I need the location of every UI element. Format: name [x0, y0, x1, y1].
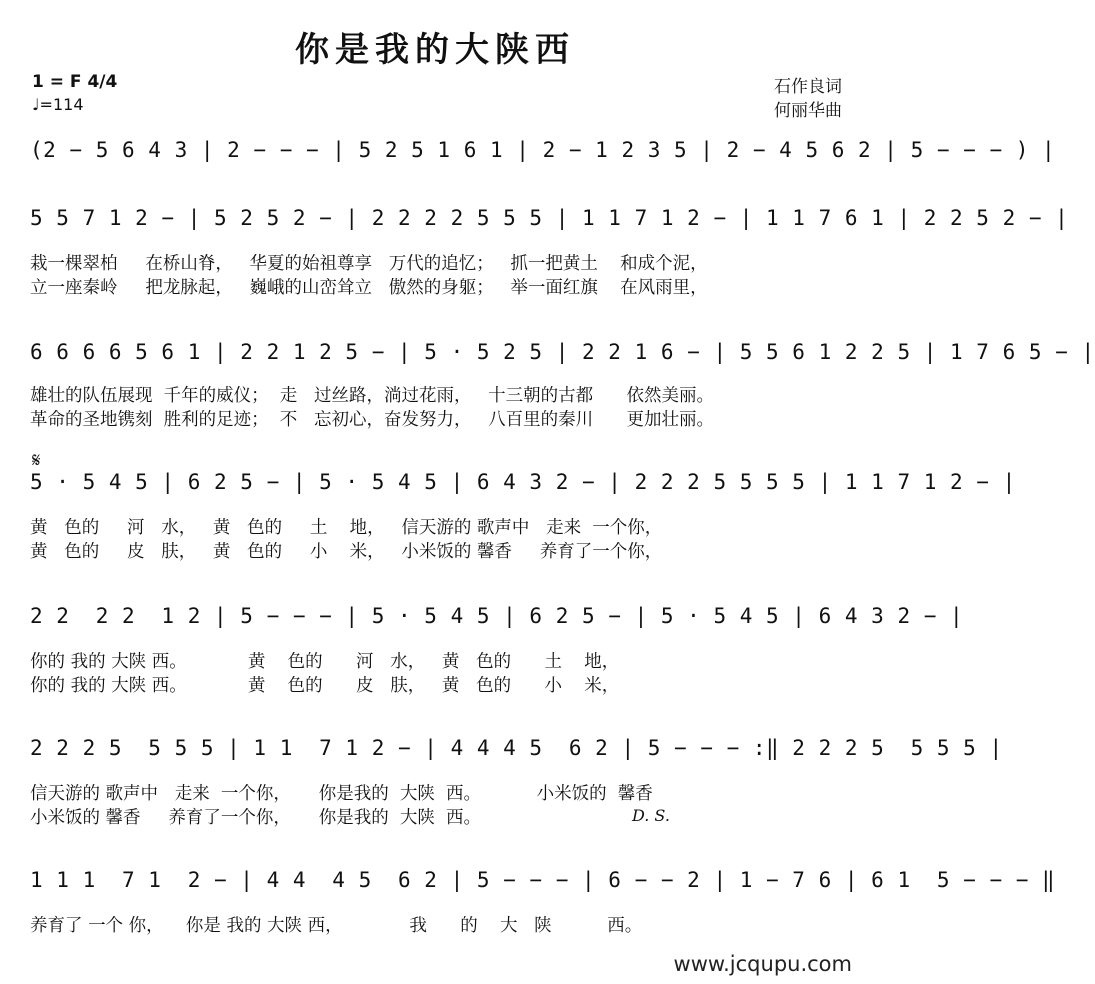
tempo-marking: ♩=114 — [32, 95, 84, 114]
lyric-line: 栽一棵翠柏 在桥山脊， 华夏的始祖尊享 万代的追忆； 抓一把黄土 和成个泥， — [30, 254, 708, 274]
notation-line: 2 2 2 2 1 2 | 5 − − − | 5 · 5 4 5 | 6 2 5 − | 5 · 5 4 5 | 6 4 3 2 − | — [30, 604, 964, 628]
notation-line: 2 2 2 5 5 5 5 | 1 1 7 1 2 − | 4 4 4 5 6 2 | 5 − − − :‖ 2 2 2 5 5 5 5 | — [30, 736, 1003, 760]
lyric-line: 养育了 一个 你， 你是 我的 大陕 西， 我 的 大 陕 西。 — [30, 916, 643, 936]
segno-sign: 𝄋 — [32, 448, 41, 472]
lyricist-credit: 石作良词 — [774, 77, 842, 97]
key-signature: 1 = F 4/4 — [32, 72, 118, 92]
lyric-line: 立一座秦岭 把龙脉起， 巍峨的山峦耸立 傲然的身躯； 举一面红旗 在风雨里， — [30, 278, 708, 298]
composer-credit: 何丽华曲 — [774, 101, 842, 121]
notation-line: 1 1 1 7 1 2 − | 4 4 4 5 6 2 | 5 − − − | 6 − − 2 | 1 − 7 6 | 6 1 5 − − − ‖ — [30, 868, 1056, 892]
notation-line: 6 6 6 6 5 6 1 | 2 2 1 2 5 − | 5 · 5 2 5 | 2 2 1 6 − | 5 5 6 1 2 2 5 | 1 7 6 5 − | — [30, 340, 1095, 364]
lyric-line: 革命的圣地镌刻 胜利的足迹； 不 忘初心，奋发努力， 八百里的秦川 更加壮丽。 — [30, 410, 715, 430]
song-title: 你是我的大陕西 — [295, 30, 575, 70]
lyric-line: 黄 色的 河 水， 黄 色的 土 地， 信天游的 歌声中 走来 一个你， — [30, 518, 663, 538]
lyric-line: 小米饭的 馨香 养育了一个你， 你是我的 大陕 西。 — [30, 808, 481, 828]
notation-line: 5 · 5 4 5 | 6 2 5 − | 5 · 5 4 5 | 6 4 3 2 − | 2 2 2 5 5 5 5 | 1 1 7 1 2 − | — [30, 470, 1016, 494]
watermark-url: www.jcqupu.com — [673, 952, 852, 976]
lyric-line: 雄壮的队伍展现 千年的威仪； 走 过丝路，淌过花雨， 十三朝的古都 依然美丽。 — [30, 386, 715, 406]
lyric-line: 你的 我的 大陕 西。 黄 色的 河 水， 黄 色的 土 地， — [30, 652, 620, 672]
notation-line: (2 − 5 6 4 3 | 2 − − − | 5 2 5 1 6 1 | 2 − 1 2 3 5 | 2 − 4 5 6 2 | 5 − − − ) | — [30, 138, 1056, 162]
dal-segno-mark: D. S. — [632, 806, 670, 825]
lyric-line: 黄 色的 皮 肤， 黄 色的 小 米， 小米饭的 馨香 养育了一个你， — [30, 542, 663, 562]
notation-line: 5 5 7 1 2 − | 5 2 5 2 − | 2 2 2 2 5 5 5 | 1 1 7 1 2 − | 1 1 7 6 1 | 2 2 5 2 − | — [30, 206, 1069, 230]
lyric-line: 信天游的 歌声中 走来 一个你， 你是我的 大陕 西。 小米饭的 馨香 — [30, 784, 653, 804]
lyric-line: 你的 我的 大陕 西。 黄 色的 皮 肤， 黄 色的 小 米， — [30, 676, 620, 696]
